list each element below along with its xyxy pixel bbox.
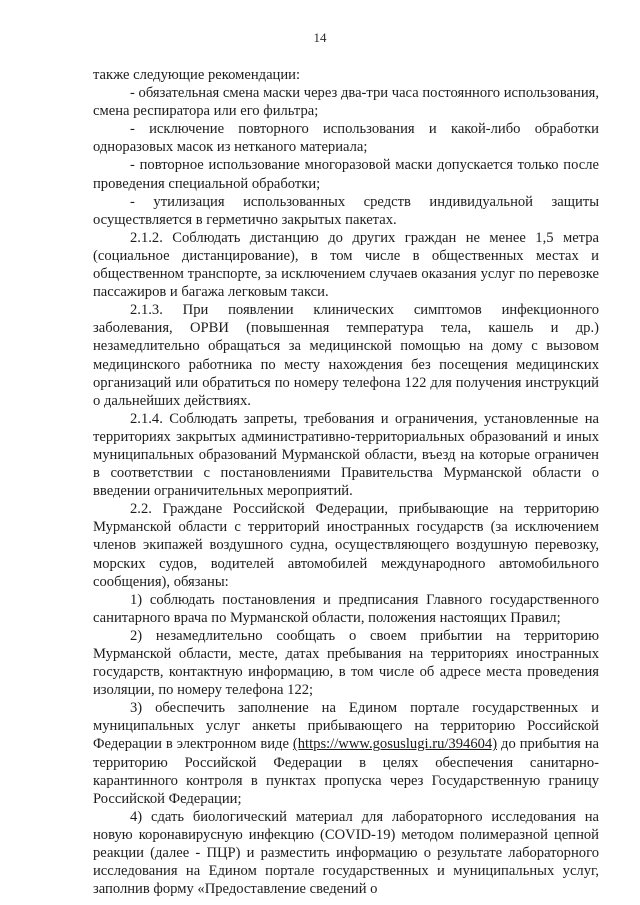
- paragraph-disposal: - утилизация использованных средств индивидуальной защиты осуществляется в герметично закрытых пакетах.: [93, 193, 599, 228]
- paragraph-item-1: 1) соблюдать постановления и предписания Главного государственного санитарного врача по Мурманской области, положения настоящих Правил;: [93, 591, 599, 626]
- paragraph-mask-change: - обязательная смена маски через два-три часа постоянного использования, смена респиратора или его фильтра;: [93, 85, 599, 120]
- paragraph-2-1-4: 2.1.4. Соблюдать запреты, требования и ограничения, установленные на территориях закрытых административно-территориальных образований и иных муниципальных образований Мурманской области, въезд на которые ограничен в соответствии с постановлениями Правительства Мурманской области о введении ограничительных мероприятий.: [93, 410, 599, 500]
- document-body: [93, 66, 599, 898]
- paragraph-item-4: 4) сдать биологический материал для лабораторного исследования на новую коронавирусную инфекцию (COVID-19) методом полимеразной цепной реакции (далее - ПЦР) и разместить информацию о результате лабораторного исследования на Едином портале государственных и муниципальных услуг, заполнив форму «Предоставление сведений о: [93, 808, 599, 898]
- paragraph-intro: также следующие рекомендации:: [93, 67, 301, 83]
- paragraph-item-3-text-start: 3) обеспечить заполнение на Едином портале государственных и муниципальных услуг анкеты прибывающего на территорию Российской Федерации в электронном виде: [93, 700, 599, 753]
- paragraph-reusable-mask: - повторное использование многоразовой маски допускается только после проведения специальной обработки;: [93, 157, 599, 192]
- paragraph-2-1-3: 2.1.3. При появлении клинических симптомов инфекционного заболевания, ОРВИ (повышенная температура тела, кашель и др.) незамедлительно обращаться за медицинской помощью на дому с вызовом медицинского работника по месту нахождения без посещения медицинских организаций или обратиться по номеру телефона 122 для получения инструкций о дальнейших действиях.: [93, 302, 599, 409]
- gosuslugi-link[interactable]: (https://www.gosuslugi.ru/394604): [292, 736, 498, 753]
- paragraph-item-2: 2) незамедлительно сообщать о своем прибытии на территорию Мурманской области, месте, датах пребывания на территориях иностранных государств, контактную информацию, в том числе об адресе места проведения изоляции, по номеру телефона 122;: [93, 627, 599, 699]
- paragraph-2-2: 2.2. Граждане Российской Федерации, прибывающие на территорию Мурманской области с территорий иностранных государств (за исключением членов экипажей воздушного судна, осуществляющего воздушную перевозку, морских судов, водителей автомобилей международного автомобильного сообщения), обязаны:: [93, 501, 599, 590]
- page-number: 14: [313, 30, 327, 45]
- paragraph-item-3: [93, 699, 599, 808]
- paragraph-item-3-text-end: до прибытия на территорию Российской Федерации в целях обеспечения санитарно-карантинного контроля в пунктах пропуска через Государственную границу Российской Федерации;: [93, 736, 599, 807]
- paragraph-2-1-2: 2.1.2. Соблюдать дистанцию до других граждан не менее 1,5 метра (социальное дистанцирование), в том числе в общественных местах и общественном транспорте, за исключением случаев оказания услуг по перевозке пассажиров и багажа легковым такси.: [93, 229, 599, 301]
- paragraph-mask-reuse-ban: - исключение повторного использования и какой-либо обработки одноразовых масок из нетканого материала;: [93, 121, 599, 156]
